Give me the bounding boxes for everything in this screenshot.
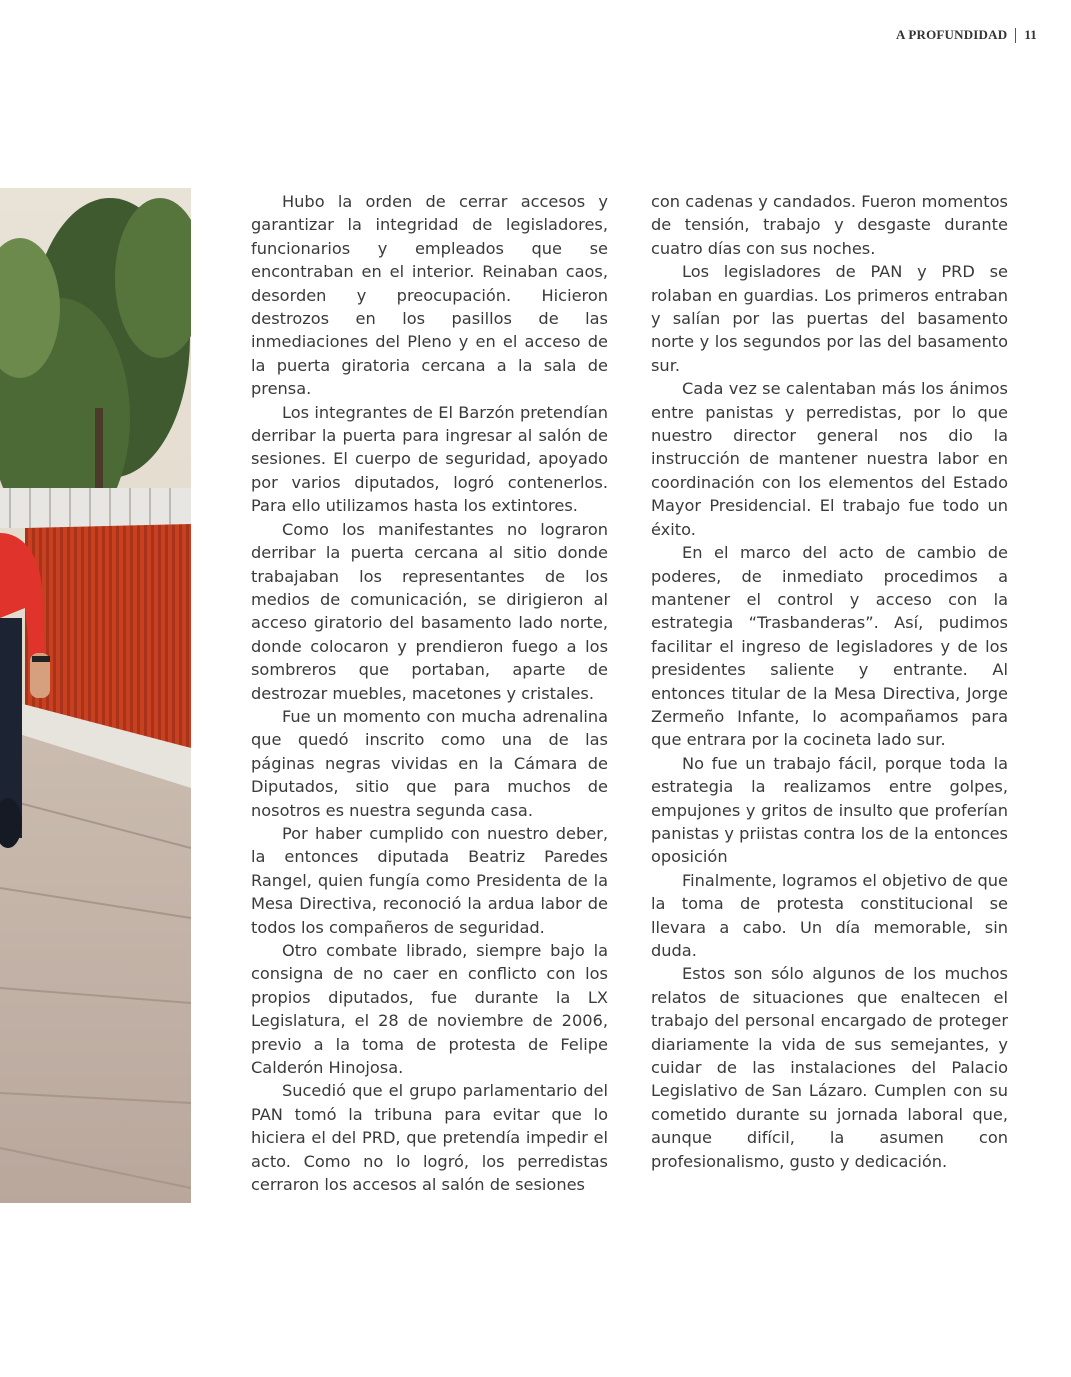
paragraph: Estos son sólo algunos de los muchos relatos de situaciones que enaltecen el trabajo del personal encargado de proteger diariamente la vida de sus semejantes, y cuidar de las instalaciones del Palacio Legislativo de San Lázaro. Cumplen con su cometido durante su jornada laboral que, aunque difícil, la asumen con profesionalismo, gusto y dedicación. xyxy=(651,964,1008,1171)
page-number: 11 xyxy=(1024,27,1037,42)
paragraph-continued: con cadenas y candados. Fueron momentos de tensión, trabajo y desgaste durante cuatro días con sus noches. xyxy=(651,192,1008,258)
paragraph: Hubo la orden de cerrar accesos y garantizar la integridad de legisladores, funcionarios y empleados que se encontraban en el interior. Reinaban caos, desorden y preocupación. Hicieron destrozos en los pasillos de las inmediaciones del Pleno y en el acceso de la puerta giratoria cercana a la sala de prensa. xyxy=(251,192,608,399)
paragraph: Sucedió que el grupo parlamentario del PAN tomó la tribuna para evitar que lo hiciera el del PRD, que pretendía impedir el acto. Como no lo logró, los perredistas cerraron los accesos al salón de sesiones xyxy=(251,1081,608,1195)
text-column-right xyxy=(651,190,1008,1173)
paragraph: Fue un momento con mucha adrenalina que quedó inscrito como una de las páginas negras vividas en la Cámara de Diputados, sitio que para muchos de nosotros es nuestra segunda casa. xyxy=(251,706,608,820)
paragraph: Cada vez se calentaban más los ánimos entre panistas y perredistas, por lo que nuestro director general nos dio la instrucción de mantener nuestra labor en coordinación con los elementos del Estado Mayor Presidencial. El trabajo fue todo un éxito. xyxy=(651,379,1008,539)
paragraph: Por haber cumplido con nuestro deber, la entonces diputada Beatriz Paredes Rangel, quien fungía como Presidenta de la Mesa Directiva, reconoció la ardua labor de todos los compañeros de seguridad. xyxy=(251,823,608,937)
running-header xyxy=(896,27,1037,43)
section-title: A PROFUNDIDAD xyxy=(896,27,1008,42)
paragraph: Los integrantes de El Barzón pretendían derribar la puerta para ingresar al salón de sesiones. El cuerpo de seguridad, apoyado por varios diputados, logró contenerlos. Para ello utilizamos hasta los extintores. xyxy=(251,402,608,516)
paragraph: No fue un trabajo fácil, porque toda la estrategia la realizamos entre golpes, empujones y gritos de insulto que proferían panistas y priistas contra los de la entonces oposición xyxy=(651,753,1008,867)
text-column-left xyxy=(251,190,608,1196)
article-photo xyxy=(0,188,191,1203)
paragraph: En el marco del acto de cambio de poderes, de inmediato procedimos a mantener el control y acceso con la estrategia “Trasbanderas”. Así, pudimos facilitar el ingreso de legisladores y de los presidentes saliente y entrante. Al entonces titular de la Mesa Directiva, Jorge Zermeño Infante, lo acompañamos para que entrara por la cocineta lado sur. xyxy=(651,543,1008,750)
paragraph: Otro combate librado, siempre bajo la consigna de no caer en conflicto con los propios diputados, fue durante la LX Legislatura, el 28 de noviembre de 2006, previo a la toma de protesta de Felipe Calderón Hinojosa. xyxy=(251,941,608,1078)
paragraph: Como los manifestantes no lograron derribar la puerta cercana al sitio donde trabajaban los representantes de los medios de comunicación, se dirigieron al acceso giratorio del basamento lado norte, donde colocaron y prendieron fuego a los sombreros que portaban, aparte de destrozar muebles, macetones y cristales. xyxy=(251,519,608,703)
header-divider xyxy=(1015,28,1016,43)
paragraph: Finalmente, logramos el objetivo de que la toma de protesta constitucional se llevara a cabo. Un día memorable, sin duda. xyxy=(651,870,1008,960)
paragraph: Los legisladores de PAN y PRD se rolaban en guardias. Los primeros entraban y salían por las puertas del basamento norte y los segundos por las del basamento sur. xyxy=(651,262,1008,375)
